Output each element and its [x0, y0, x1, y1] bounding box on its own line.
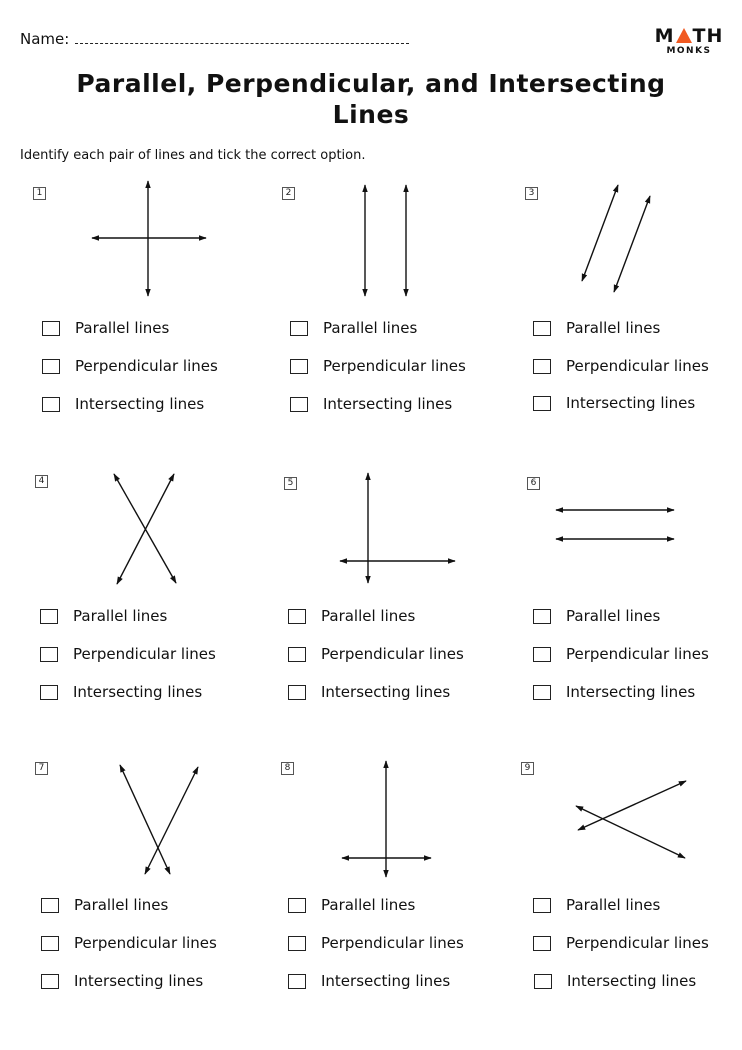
option-label: Parallel lines [321, 896, 416, 914]
option-label: Parallel lines [566, 319, 661, 337]
title-line-2: Lines [332, 100, 410, 129]
option-perpendicular[interactable] [41, 934, 217, 952]
option-label: Perpendicular lines [566, 934, 709, 952]
option-label: Perpendicular lines [73, 645, 216, 663]
logo-text-monks: MONKS [666, 46, 712, 56]
checkbox[interactable] [534, 974, 552, 989]
option-label: Intersecting lines [567, 972, 697, 990]
option-label: Perpendicular lines [75, 357, 218, 375]
option-perpendicular[interactable] [42, 357, 218, 375]
option-label: Parallel lines [323, 319, 418, 337]
option-parallel[interactable] [290, 319, 417, 337]
logo-text-m: M [654, 25, 675, 47]
option-parallel[interactable] [533, 607, 660, 625]
checkbox[interactable] [533, 321, 551, 336]
option-label: Perpendicular lines [321, 934, 464, 952]
problem-number: 9 [521, 762, 534, 775]
option-label: Perpendicular lines [321, 645, 464, 663]
option-intersecting[interactable] [533, 394, 695, 412]
option-perpendicular[interactable] [40, 645, 216, 663]
checkbox[interactable] [288, 936, 306, 951]
checkbox[interactable] [41, 898, 59, 913]
problem-number: 8 [281, 762, 294, 775]
checkbox[interactable] [533, 396, 551, 411]
option-intersecting[interactable] [288, 683, 450, 701]
option-perpendicular[interactable] [288, 645, 464, 663]
option-label: Intersecting lines [566, 683, 696, 701]
option-parallel[interactable] [41, 896, 168, 914]
option-label: Parallel lines [566, 607, 661, 625]
checkbox[interactable] [290, 359, 308, 374]
option-perpendicular[interactable] [290, 357, 466, 375]
option-parallel[interactable] [40, 607, 167, 625]
checkbox[interactable] [288, 685, 306, 700]
checkbox[interactable] [533, 609, 551, 624]
logo-text-th: TH [692, 25, 724, 47]
instructions: Identify each pair of lines and tick the correct option. [20, 148, 366, 163]
option-intersecting[interactable] [533, 683, 695, 701]
option-parallel[interactable] [288, 896, 415, 914]
problem-number: 4 [35, 475, 48, 488]
checkbox[interactable] [42, 359, 60, 374]
option-label: Perpendicular lines [323, 357, 466, 375]
option-label: Intersecting lines [73, 683, 203, 701]
problem-number: 6 [527, 477, 540, 490]
checkbox[interactable] [42, 321, 60, 336]
option-parallel[interactable] [42, 319, 169, 337]
checkbox[interactable] [42, 397, 60, 412]
problem-number: 1 [33, 187, 46, 200]
problem-number: 3 [525, 187, 538, 200]
line-b [576, 806, 685, 858]
problem-number: 5 [284, 477, 297, 490]
problem-number: 7 [35, 762, 48, 775]
option-parallel[interactable] [533, 896, 660, 914]
checkbox[interactable] [533, 685, 551, 700]
option-label: Perpendicular lines [566, 357, 709, 375]
checkbox[interactable] [40, 685, 58, 700]
option-intersecting[interactable] [290, 395, 452, 413]
option-label: Perpendicular lines [566, 645, 709, 663]
checkbox[interactable] [533, 647, 551, 662]
checkbox[interactable] [533, 936, 551, 951]
option-intersecting[interactable] [288, 972, 450, 990]
option-label: Perpendicular lines [74, 934, 217, 952]
checkbox[interactable] [40, 647, 58, 662]
checkbox[interactable] [533, 359, 551, 374]
checkbox[interactable] [41, 936, 59, 951]
checkbox[interactable] [288, 898, 306, 913]
checkbox[interactable] [290, 397, 308, 412]
option-label: Parallel lines [73, 607, 168, 625]
checkbox[interactable] [41, 974, 59, 989]
option-label: Intersecting lines [566, 394, 696, 412]
option-perpendicular[interactable] [288, 934, 464, 952]
option-label: Intersecting lines [321, 683, 451, 701]
checkbox[interactable] [533, 898, 551, 913]
checkbox[interactable] [288, 647, 306, 662]
option-intersecting[interactable] [41, 972, 203, 990]
option-intersecting[interactable] [40, 683, 202, 701]
option-label: Intersecting lines [323, 395, 453, 413]
option-label: Parallel lines [321, 607, 416, 625]
option-label: Parallel lines [74, 896, 169, 914]
option-label: Intersecting lines [321, 972, 451, 990]
option-label: Parallel lines [75, 319, 170, 337]
problem-number: 2 [282, 187, 295, 200]
title-line-1: Parallel, Perpendicular, and Intersecting [76, 69, 666, 98]
name-label: Name: [20, 30, 70, 48]
option-label: Intersecting lines [75, 395, 205, 413]
option-intersecting[interactable] [534, 972, 696, 990]
option-perpendicular[interactable] [533, 645, 709, 663]
checkbox[interactable] [40, 609, 58, 624]
checkbox[interactable] [288, 974, 306, 989]
option-label: Parallel lines [566, 896, 661, 914]
option-parallel[interactable] [288, 607, 415, 625]
checkbox[interactable] [288, 609, 306, 624]
option-parallel[interactable] [533, 319, 660, 337]
option-perpendicular[interactable] [533, 934, 709, 952]
option-label: Intersecting lines [74, 972, 204, 990]
checkbox[interactable] [290, 321, 308, 336]
line-a [578, 781, 686, 830]
option-perpendicular[interactable] [533, 357, 709, 375]
option-intersecting[interactable] [42, 395, 204, 413]
